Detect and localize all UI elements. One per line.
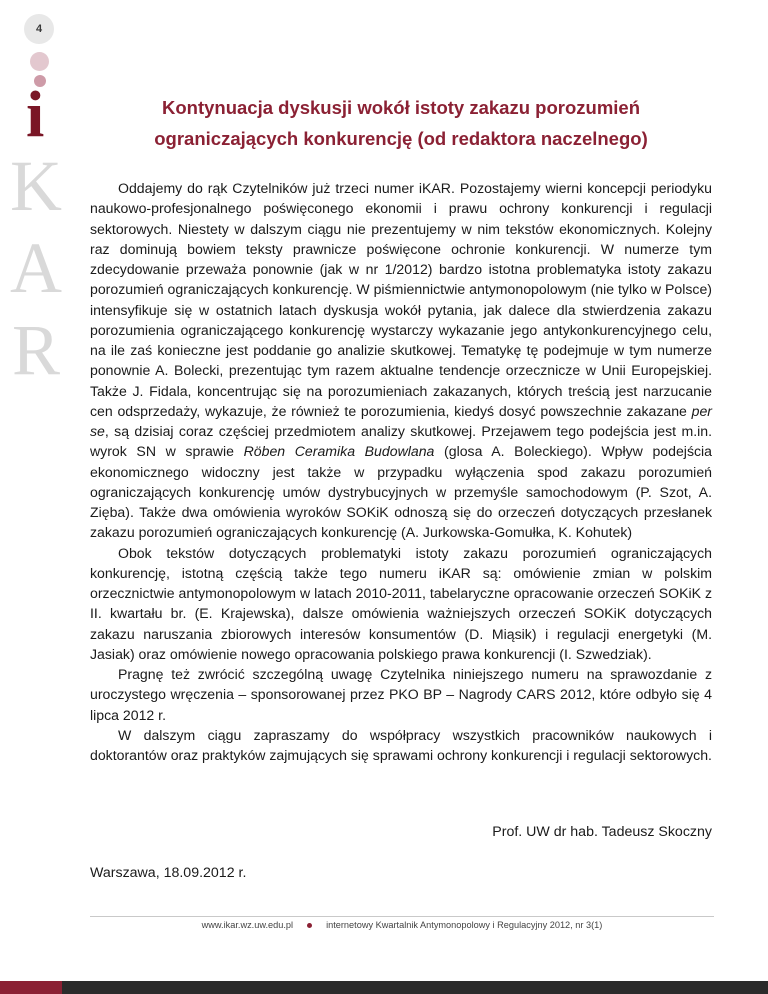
footer-bullet-icon [307,923,312,928]
paragraph-1-start: Oddajemy do rąk Czytelników już trzeci numer iKAR. Pozostajemy wierni koncepcji periodyku naukowo-profesjonalnego poświęconego ekonomii i prawu ochrony konkurencji i regulacji sektorowych. Niestety w dalszym ciągu nie prezentujemy w nim tekstów ekonomicznych. Kolejny raz dominują bowiem teksty prawnicze poświęcone ochronie konkurencji. W numerze tym zdecydowanie przeważa ponownie (jak w nr 1/2012) bardzo istotna problematyka istoty zakazu porozumień ograniczających konkurencję. W piśmiennictwie antymonopolowym (nie tylko w Polsce) intensyfikuje się w ostatnich latach dyskusja wokół pytania, jak dalece dla stwierdzenia zakazu porozumienia ograniczającego konkurencję wystarczy wykazanie jego antykonkurencyjnego celu, na ile zaś konieczne jest poddanie go analizie skutkowej. Tematykę tę podejmuje w tym numerze ponownie A. Bolecki, prezentując tym razem aktualne tendencje orzecznicze w Unii Europejskiej. Także J. Fidala, koncentrując się na porozumieniach zakazanych, których treścią jest narzucanie cen odsprzedaży, wykazuje, że również te porozumienia, kiedyś dosyć powszechnie zakazane [90,180,712,419]
italic-per-se: per se [90,402,712,439]
logo-letter-k: K [10,146,62,226]
bottom-accent-band [0,981,62,994]
editor-signature: Prof. UW dr hab. Tadeusz Skoczny [492,824,712,840]
logo-dot-large [30,52,49,71]
page-number-badge: 4 [24,14,54,44]
page-footer [90,920,714,930]
place-date: Warszawa, 18.09.2012 r. [90,865,247,881]
logo-letter-a: A [10,228,62,308]
paragraph-1 [90,178,712,543]
title-line-2: ograniczających konkurencję (od redaktora naczelnego) [154,128,648,149]
paragraph-2: Obok tekstów dotyczących problematyki istoty zakazu porozumień ograniczających konkurencję, istotną częścią także tego numeru iKAR są: omówienie zmian w polskim orzecznictwie antymonopolowym w latach 2010-2011, tabelaryczne opracowanie orzeczeń SOKiK z II. kwartału br. (E. Krajewska), dalsze omówienia ważniejszych orzeczeń SOKiK dotyczących zakazu naruszania zbiorowych interesów konsumentów (D. Miąsik) i regulacji energetyki (M. Jasiak) oraz omówienie nowego opracowania polskiego prawa konkurencji (I. Szwedziak). [90,544,712,662]
italic-case-name: Röben Ceramika Budowlana [243,443,435,460]
footer-divider [90,916,714,917]
article-title [90,92,712,154]
logo-letter-r: R [12,310,61,390]
paragraph-1-end: (glosa A. Boleckiego). Wpływ podejścia ekonomicznego widoczny jest także w przypadku wyłączenia spod zakazu porozumień ograniczających konkurencję umów dystrybucyjnych w przemyśle samochodowym (P. Szot, A. Zięba). Także dwa omówienia wyroków SOKiK odnoszą się do orzeczeń dotyczących przesłanek zakazu porozumień ograniczających konkurencję (A. Jurkowska-Gomułka, K. Kohutek) [90,443,713,541]
title-line-1: Kontynuacja dyskusji wokół istoty zakazu porozumień [161,97,640,118]
bottom-dark-band [62,981,768,994]
paragraph-3: Pragnę też zwrócić szczególną uwagę Czytelnika niniejszego numeru na sprawozdanie z uroczystego wręczenia – sponsorowanej przez PKO BP – Nagrody CARS 2012, które odbyło się 4 lipca 2012 r. [90,666,712,723]
paragraph-4: W dalszym ciągu zapraszamy do współpracy wszystkich pracowników naukowych i doktorantów oraz praktyków zajmujących się sprawami ochrony konkurencji i regulacji sektorowych. [90,726,712,763]
logo-letter-i: i [26,78,45,151]
paragraph-1-middle: , są dzisiaj coraz częściej przedmiotem analizy skutkowej. Przejawem tego podejścia jest m.in. wyrok SN w sprawie [90,423,712,460]
article-body [90,178,712,765]
footer-url[interactable]: www.ikar.wz.uw.edu.pl [201,920,294,930]
footer-journal-name: internetowy Kwartalnik Antymonopolowy i Regulacyjny 2012, nr 3(1) [326,920,603,930]
